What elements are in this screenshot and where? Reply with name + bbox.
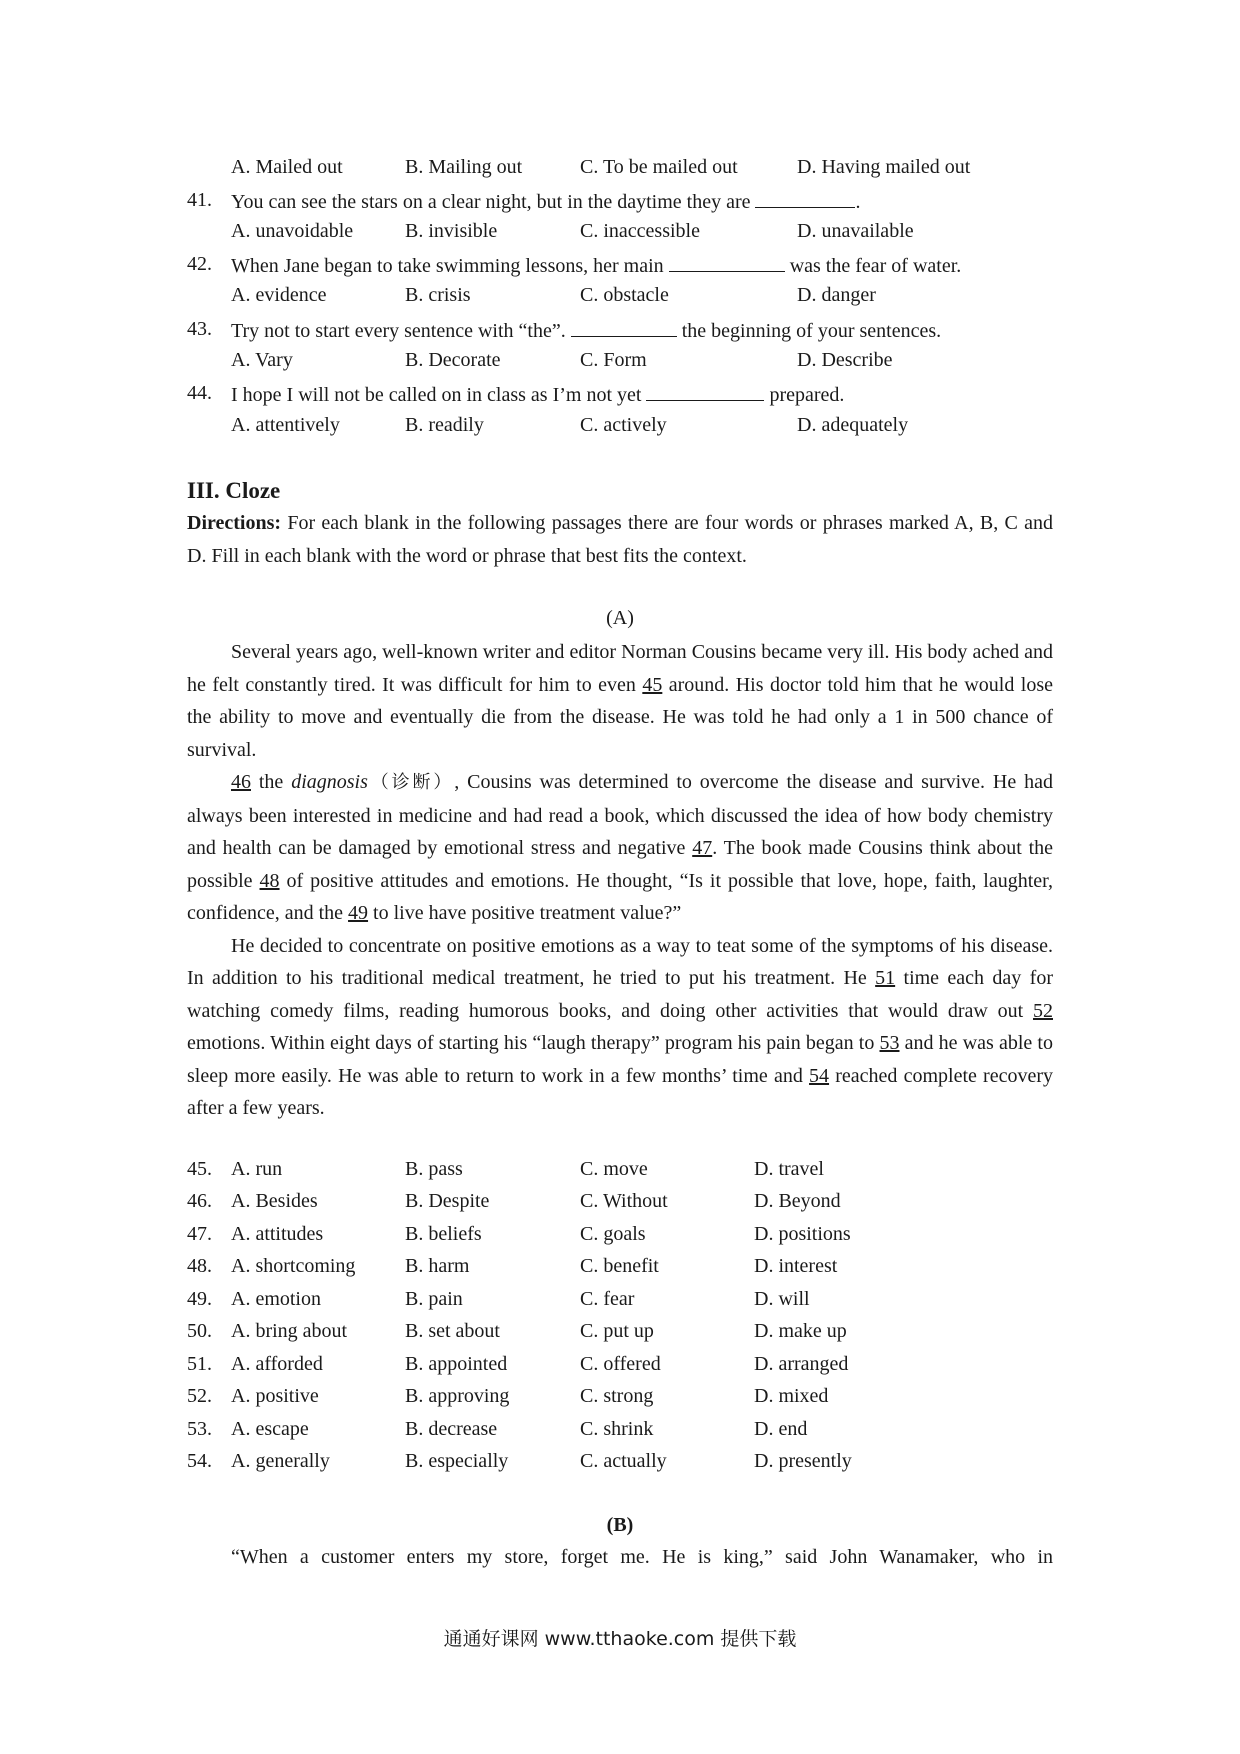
option-c: C. goals xyxy=(580,1223,646,1245)
option-b: B. Decorate xyxy=(405,349,501,371)
option-b: B. readily xyxy=(405,414,484,436)
option-b: B. crisis xyxy=(405,284,471,306)
option-c: C. inaccessible xyxy=(580,220,700,242)
option-d: D. make up xyxy=(754,1320,847,1342)
question-number: 41. xyxy=(187,189,212,211)
option-a: A. unavoidable xyxy=(231,220,354,242)
option-d: D. interest xyxy=(754,1255,838,1277)
option-b: B. decrease xyxy=(405,1418,498,1440)
passage-a-label: (A) xyxy=(606,607,634,629)
paragraph-1: “When a customer enters my store, forget me. He is king,” said John Wanamaker, who in xyxy=(231,1546,1053,1568)
question-number: 42. xyxy=(187,253,212,275)
blank-51: 51 xyxy=(875,967,896,989)
option-a: A. afforded xyxy=(231,1353,323,1375)
option-c: C. fear xyxy=(580,1288,635,1310)
option-b: B. set about xyxy=(405,1320,500,1342)
blank-46: 46 xyxy=(231,771,251,793)
option-c: C. Without xyxy=(580,1190,668,1212)
question-number: 48. xyxy=(187,1255,212,1277)
paragraph-2: 46 the diagnosis（诊断）, Cousins was determined to overcome the disease and survive. He had always been interested in medicine and had read a book, which discussed the idea of how body chemistry and health can be damaged by emotional stress and negative 47. The book made Cousins think about the possible 48 of positive attitudes and emotions. He thought, “Is it possible that love, hope, faith, laughter, confidence, and the 49 to live have positive treatment value?” xyxy=(187,771,1054,924)
option-a: A. positive xyxy=(231,1385,319,1407)
directions-text: For each blank in the following passages there are four words or phrases marked A, B, C and D. Fill in each blank with the word or phrase that best fits the context. xyxy=(187,512,1053,567)
blank-54: 54 xyxy=(809,1064,830,1087)
option-d: D. mixed xyxy=(754,1385,829,1407)
option-c: C. strong xyxy=(580,1385,654,1407)
option-b: B. approving xyxy=(405,1385,510,1407)
answer-blank xyxy=(669,253,785,272)
option-a: A. run xyxy=(231,1158,283,1180)
question-number: 46. xyxy=(187,1190,212,1212)
option-d: D. end xyxy=(754,1418,808,1440)
question-stem: When Jane began to take swimming lessons, her main was the fear of water. xyxy=(231,255,962,277)
option-a: A. evidence xyxy=(231,284,327,306)
directions-label: Directions: xyxy=(187,512,282,534)
option-c: C. actually xyxy=(580,1450,667,1472)
option-a: A. Mailed out xyxy=(231,156,343,178)
option-c: C. move xyxy=(580,1158,648,1180)
option-a: A. attitudes xyxy=(231,1223,324,1245)
question-stem: I hope I will not be called on in class as I’m not yet prepared. xyxy=(231,384,845,406)
option-c: C. benefit xyxy=(580,1255,659,1277)
option-a: A. shortcoming xyxy=(231,1255,356,1277)
option-b: B. especially xyxy=(405,1450,509,1472)
blank-45: 45 xyxy=(642,673,663,696)
footer-watermark: 通通好课网 www.tthaoke.com 提供下载 xyxy=(443,1628,797,1650)
option-d: D. Having mailed out xyxy=(797,156,971,178)
option-a: A. escape xyxy=(231,1418,309,1440)
question-number: 45. xyxy=(187,1158,212,1180)
paragraph-1: Several years ago, well-known writer and editor Norman Cousins became very ill. His body ached and he felt constantly tired. It was difficult for him to even 45 around. His doctor told him that he would lose the ability to move and eventually die from the disease. He was told he had only a 1 in 500 chance of survival. xyxy=(187,641,1053,761)
option-d: D. adequately xyxy=(797,414,909,436)
option-a: A. generally xyxy=(231,1450,330,1472)
option-a: A. Vary xyxy=(231,349,293,371)
question-stem: Try not to start every sentence with “the”. the beginning of your sentences. xyxy=(231,320,942,342)
paragraph-3: He decided to concentrate on positive emotions as a way to teat some of the symptoms of his disease. In addition to his traditional medical treatment, he tried to put his treatment. He 51 time each day for watching comedy films, reading humorous books, and doing other activities that would draw out 52 emotions. Within eight days of starting his “laugh therapy” program his pain began to 53 and he was able to sleep more easily. He was able to return to work in a few months’ time and 54 reached complete recovery after a few years. xyxy=(187,934,1054,1119)
blank-49: 49 xyxy=(348,902,369,924)
blank-53: 53 xyxy=(879,1032,900,1054)
option-b: B. beliefs xyxy=(405,1223,482,1245)
option-c: C. To be mailed out xyxy=(580,156,738,178)
question-stem: You can see the stars on a clear night, but in the daytime they are . xyxy=(231,191,861,213)
option-c: C. Form xyxy=(580,349,647,371)
answer-blank xyxy=(755,189,855,208)
blank-48: 48 xyxy=(259,869,280,892)
option-c: C. shrink xyxy=(580,1418,654,1440)
question-number: 51. xyxy=(187,1353,212,1375)
option-b: B. invisible xyxy=(405,220,498,242)
option-c: C. obstacle xyxy=(580,284,669,306)
option-b: B. pain xyxy=(405,1288,463,1310)
option-d: D. presently xyxy=(754,1450,852,1472)
question-number: 52. xyxy=(187,1385,212,1407)
question-number: 50. xyxy=(187,1320,212,1342)
option-a: A. emotion xyxy=(231,1288,321,1310)
option-d: D. unavailable xyxy=(797,220,914,242)
option-d: D. will xyxy=(754,1288,810,1310)
option-b: B. appointed xyxy=(405,1353,508,1375)
option-a: A. attentively xyxy=(231,414,340,436)
option-b: B. harm xyxy=(405,1255,470,1277)
section-title: III. Cloze xyxy=(187,478,281,503)
question-number: 54. xyxy=(187,1450,212,1472)
option-c: C. offered xyxy=(580,1353,661,1375)
option-d: D. danger xyxy=(797,284,876,306)
option-c: C. actively xyxy=(580,414,667,436)
passage-b-text xyxy=(187,1541,1053,1574)
answer-blank xyxy=(646,382,764,401)
question-number: 43. xyxy=(187,318,212,340)
option-b: B. Mailing out xyxy=(405,156,523,178)
passage-a-text xyxy=(187,636,1053,1125)
option-a: A. bring about xyxy=(231,1320,348,1342)
option-a: A. Besides xyxy=(231,1190,318,1212)
question-number: 49. xyxy=(187,1288,212,1310)
question-number: 44. xyxy=(187,382,212,404)
option-c: C. put up xyxy=(580,1320,654,1342)
option-d: D. travel xyxy=(754,1158,824,1180)
option-d: D. Describe xyxy=(797,349,893,371)
option-d: D. arranged xyxy=(754,1353,849,1375)
question-number: 53. xyxy=(187,1418,212,1440)
answer-blank xyxy=(571,318,677,337)
passage-b-label: (B) xyxy=(606,1514,634,1536)
option-b: B. Despite xyxy=(405,1190,490,1212)
question-number: 47. xyxy=(187,1223,212,1245)
option-b: B. pass xyxy=(405,1158,463,1180)
blank-47: 47 xyxy=(692,837,713,859)
directions xyxy=(187,507,1053,572)
blank-52: 52 xyxy=(1033,999,1053,1022)
option-d: D. Beyond xyxy=(754,1190,841,1212)
option-d: D. positions xyxy=(754,1223,851,1245)
